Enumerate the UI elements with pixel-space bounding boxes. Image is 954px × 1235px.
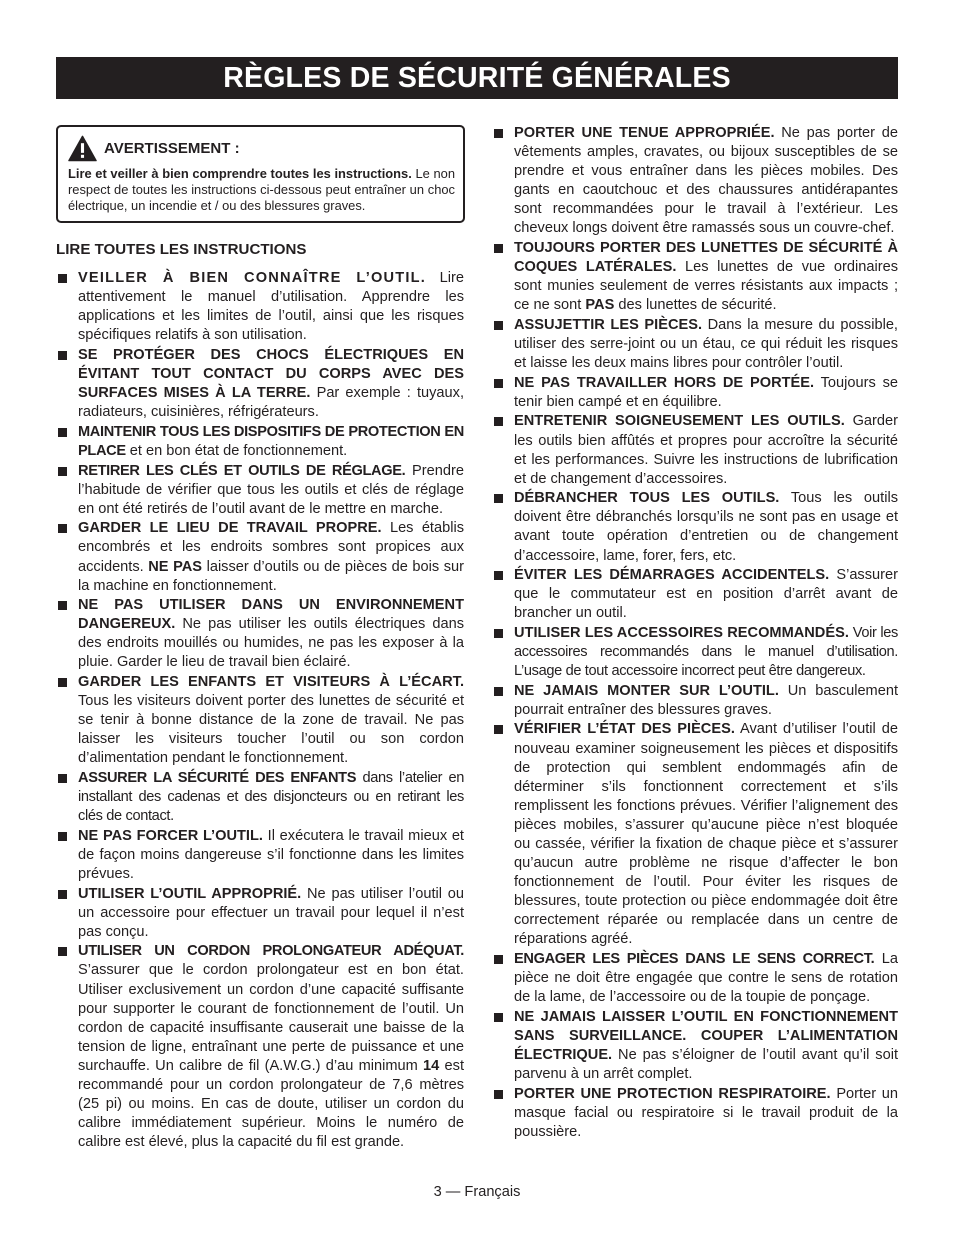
left-column [56,125,464,1153]
rule-item [492,374,898,412]
rule-item [56,596,464,672]
rule-text: Prendre l’habitude de vérifier que tous les outils et clés de réglage en ont été retirés de l’outil avant de le mettre en marche. [78,462,464,517]
rule-heading: PORTER UNE TENUE APPROPRIÉE. [514,125,775,141]
rule-item [56,519,464,595]
rule-text: Ne pas utiliser l’outil ou un accessoire pour effectuer un travail pour lequel il n’est pas conçu. [78,885,464,940]
rule-text: La pièce ne doit être engagée que contre le sens de rotation de la lame, de l’accessoire ou de la toupie de ponçage. [514,951,898,1006]
rule-text: Ne pas s’éloigner de l’outil avant qu’il soit parvenu à un arrêt complet. [514,1047,898,1083]
rule-item [492,316,898,373]
rule-heading: VEILLER À BIEN CONNAÎTRE L’OUTIL. [78,270,427,287]
rule-item [492,489,898,565]
rule-item [492,566,898,623]
page-title: RÈGLES DE SÉCURITÉ GÉNÉRALES [56,57,898,99]
rule-text: et en bon état de fonctionnement. [125,442,348,459]
warning-text [68,166,455,214]
rule-heading: ASSURER LA SÉCURITÉ DES ENFANTS [78,770,357,787]
rule-heading: ASSUJETTIR LES PIÈCES. [514,316,703,333]
rule-item [492,1008,898,1084]
rule-heading: UTILISER L’OUTIL APPROPRIÉ. [78,885,302,902]
rule-heading: PORTER UNE PROTECTION RESPIRATOIRE. [514,1085,831,1102]
rule-item [492,1085,898,1142]
rule-heading: SE PROTÉGER DES CHOCS ÉLECTRIQUES EN ÉVITANT TOUT CONTACT DU CORPS AVEC DES SURFACES MISES À LA TERRE. [78,346,464,402]
rule-text: S’assurer que le cordon prolongateur est en bon état. Utiliser exclusivement un cordon d’une capacité suffisante pour supporter le courant de fonctionnement de l’outil. Un cordon de capacité insuffisante causerait une baisse de la tension de ligne, entraînant une perte de puissance et une surchauffe. Un calibre de fil (A.W.G.) d’au minimum [78,962,464,1074]
warning-lead: Lire et veiller à bien comprendre toutes les instructions. [68,166,412,181]
left-rule-list [56,269,464,1152]
rule-heading: NE JAMAIS LAISSER L’OUTIL EN FONCTIONNEMENT SANS SURVEILLANCE. COUPER L’ALIMENTATION ÉLECTRIQUE. [514,1008,898,1063]
rule-item [56,827,464,884]
rule-text: Les lunettes de vue ordinaires sont munies seulement de verres résistants aux impacts ; ce ne sont [514,259,898,314]
rule-item [492,239,898,315]
rule-heading: NE PAS FORCER L’OUTIL. [78,827,263,844]
rule-item [492,682,898,720]
rule-item [56,885,464,942]
rule-item [492,412,898,488]
rule-text: Porter un masque facial ou respiratoire si le travail produit de la poussière. [514,1085,898,1140]
warning-triangle-icon [68,135,97,162]
rule-text: Il exécutera le travail mieux et de façon moins dangereuse s’il fonctionne dans les limites prévues. [78,827,464,882]
right-column [492,124,898,1142]
rule-text: Voir les accessoires recommandés dans le manuel d’utilisation. L’usage de tout accessoire incorrect peut être dangereux. [514,624,898,680]
rule-text: Toujours se tenir bien campé et en équilibre. [514,374,898,410]
rule-heading: UTILISER UN CORDON PROLONGATEUR ADÉQUAT. [78,943,464,960]
rule-text: dans l’atelier en installant des cadenas et des disjoncteurs ou en retirant les clés de contact. [78,770,464,825]
rule-heading: NE PAS UTILISER DANS UN ENVIRONNEMENT DANGEREUX. [78,597,464,633]
section-heading: LIRE TOUTES LES INSTRUCTIONS [56,241,307,258]
rule-heading: ÉVITER LES DÉMARRAGES ACCIDENTELS. [514,567,830,584]
rule-item [56,423,464,461]
rule-item [492,124,898,239]
rule-text: Ne pas porter de vêtements amples, cravates, ou bijoux susceptibles de se prendre et vous entraîner dans les pièces mobiles. Des gants en caoutchouc et des chaussures antidérapantes sont recommandées pour le travail à l’extérieur. Les cheveux longs doivent être ramassés sous un couvre-chef. [514,125,898,237]
rule-heading: RETIRER LES CLÉS ET OUTILS DE RÉGLAGE. [78,462,406,479]
rule-emphasis: 14 [423,1057,440,1074]
rule-text: Avant d’utiliser l’outil de nouveau examiner soigneusement les pièces et dispositifs de protection qui semblent endommagés afin de déterminer s’ils fonctionnent correctement et s’ils remplissent les fonctions prévues. Vérifier l’alignement des pièces mobiles, s’assurer qu’aucune pièce n’est bloquée ou cassée, vérifier la fixation de chaque pièce et s’assurer qu’aucun autre problème ne risque d’affecter le bon fonctionnement de l’outil. Pour éviter les risques de blessures, toute protection ou pièce endommagée doit être correctement réparée ou remplacée dans un centre de réparations agréé. [514,721,898,948]
rule-heading: ENGAGER LES PIÈCES DANS LE SENS CORRECT. [514,951,875,968]
rule-text: Tous les outils doivent être débranchés lorsqu’ils ne sont pas en usage et avant toute opération d’entretien ou de changement d’accessoire, lame, forer, fers, etc. [514,490,898,564]
rule-text: Par exemple : tuyaux, radiateurs, cuisinières, réfrigérateurs. [78,385,464,421]
rule-heading: TOUJOURS PORTER DES LUNETTES DE SÉCURITÉ À COQUES LATÉRALES. [514,240,898,276]
rule-text: Ne pas utiliser les outils électriques dans des endroits mouillés ou humides, ne pas les exposer à la pluie. Garder le lieu de travail bien éclairé. [78,616,464,671]
rule-text: S’assurer que le commutateur est en position d’arrêt avant de brancher un outil. [514,567,898,622]
warning-body: Le non respect de toutes les instructions ci-dessous peut entraîner un choc électrique, un incendie et / ou des blessures graves. [68,166,455,213]
rule-heading: DÉBRANCHER TOUS LES OUTILS. [514,490,780,507]
rule-heading: UTILISER LES ACCESSOIRES RECOMMANDÉS. [514,624,849,641]
rule-emphasis: NE PAS [148,558,203,575]
rule-text: Tous les visiteurs doivent porter des lunettes de sécurité et se tenir à bonne distance de la zone de travail. Ne pas laisser les visiteurs toucher l’outil ou son cordon d’alimentation pendant le fonctionnement. [78,693,464,767]
rule-text-cont: est recommandé pour un cordon prolongateur de 7,6 mètres (25 pi) ou moins. En cas de doute, utiliser un cordon du calibre immédiatement supérieur. Moins le numéro de calibre est élevé, plus la capacité du fil est grande. [78,1057,464,1151]
rule-item [56,462,464,519]
rule-text-cont: des lunettes de sécurité. [614,297,777,314]
rule-heading: NE PAS TRAVAILLER HORS DE PORTÉE. [514,374,815,391]
rule-heading: VÉRIFIER L’ÉTAT DES PIÈCES. [514,721,735,738]
rule-heading: GARDER LES ENFANTS ET VISITEURS À L’ÉCART. [78,674,464,691]
warning-box [56,125,465,223]
rule-heading: GARDER LE LIEU DE TRAVAIL PROPRE. [78,520,382,537]
right-rule-list [492,124,898,1142]
rule-text: Un basculement pourrait entraîner des blessures graves. [514,682,899,718]
rule-text-cont: laisser d’outils ou de pièces de bois sur la machine en fonctionnement. [78,558,464,594]
rule-text: Lire attentivement le manuel d’utilisation. Apprendre les applications et les limites de l’outil, ainsi que les risques spécifiques relatifs à son utilisation. [78,270,465,344]
rule-heading: ENTRETENIR SOIGNEUSEMENT LES OUTILS. [514,413,845,430]
warning-label: AVERTISSEMENT : [104,139,240,157]
rule-heading: NE JAMAIS MONTER SUR L’OUTIL. [514,682,779,699]
rule-item [492,720,898,949]
rule-heading: MAINTENIR TOUS LES DISPOSITIFS DE PROTECTION EN PLACE [78,423,464,459]
rule-text: Les établis encombrés et les endroits sombres sont propices aux accidents. [78,520,465,575]
rule-text: Garder les outils bien affûtés et propres pour accroître la sécurité et les performances. Suivre les instructions de lubrification et de changement d’accessoires. [514,413,899,487]
rule-text: Dans la mesure du possible, utiliser des serre-joint ou un étau, ce qui réduit les risques et laisse les deux mains libres pour contrôler l’outil. [514,316,898,372]
rule-item [56,942,464,1152]
page-footer: 3 — Français [433,1184,521,1200]
rule-emphasis: PAS [585,297,615,314]
warning-header [68,135,455,162]
rule-item [56,769,464,826]
rule-item [56,673,464,768]
rule-item [56,269,464,345]
rule-item [492,624,898,681]
rule-item [492,950,898,1007]
rule-item [56,346,464,422]
